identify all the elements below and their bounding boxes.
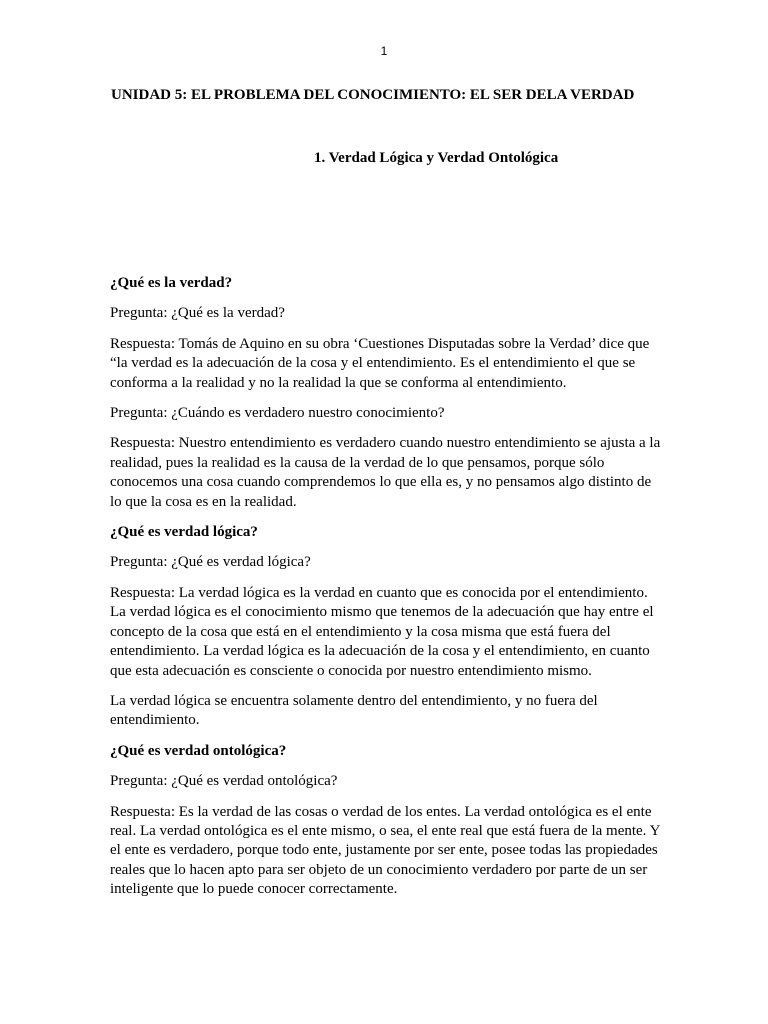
document-body xyxy=(110,274,666,911)
answer-paragraph: Respuesta: La verdad lógica es la verdad en cuanto que es conocida por el entendimiento. La verdad lógica es el conocimiento mismo que tenemos de la adecuación que hay entre el concepto de la cosa que está en el entendimiento y la cosa misma que está fuera del entendimiento. La verdad lógica es la adecuación de la cosa y el entendimiento, en cuanto que esta adecuación es consciente o conocida por nuestro entendimiento mismo. xyxy=(110,584,654,679)
question-paragraph: Pregunta: ¿Qué es la verdad? xyxy=(110,305,285,322)
body-paragraph: La verdad lógica se encuentra solamente dentro del entendimiento, y no fuera del entendimiento. xyxy=(110,692,598,729)
section-heading: 1. Verdad Lógica y Verdad Ontológica xyxy=(314,150,559,166)
question-heading: ¿Qué es verdad ontológica? xyxy=(110,742,287,759)
answer-paragraph: Respuesta: Nuestro entendimiento es verdadero cuando nuestro entendimiento se ajusta a la realidad, pues la realidad es la causa de la verdad de lo que pensamos, porque sólo conocemos una cosa cuando comprendemos lo que ella es, y no pensamos algo distinto de lo que la cosa es en la realidad. xyxy=(110,435,661,510)
question-paragraph: Pregunta: ¿Qué es verdad ontológica? xyxy=(110,773,338,790)
question-paragraph: Pregunta: ¿Qué es verdad lógica? xyxy=(110,554,311,571)
question-paragraph: Pregunta: ¿Cuándo es verdadero nuestro conocimiento? xyxy=(110,405,445,422)
document-title: UNIDAD 5: EL PROBLEMA DEL CONOCIMIENTO: EL SER DELA VERDAD xyxy=(111,87,635,103)
question-heading: ¿Qué es la verdad? xyxy=(110,275,233,291)
page-number: 1 xyxy=(380,44,388,58)
answer-paragraph: Respuesta: Es la verdad de las cosas o verdad de los entes. La verdad ontológica es el ente real. La verdad ontológica es el ente mismo, o sea, el ente real que está fuera de la mente. Y el ente es verdadero, porque todo ente, justamente por ser ente, posee todas las propiedades reales que lo hacen apto para ser objeto de un conocimiento verdadero por parte de un ser inteligente que lo puede conocer correctamente. xyxy=(110,803,660,898)
answer-paragraph: Respuesta: Tomás de Aquino en su obra ‘Cuestiones Disputadas sobre la Verdad’ dice que “la verdad es la adecuación de la cosa y el entendimiento. Es el entendimiento el que se conforma a la realidad y no la realidad la que se conforma al entendimiento. xyxy=(110,335,650,391)
question-heading: ¿Qué es verdad lógica? xyxy=(110,524,258,541)
